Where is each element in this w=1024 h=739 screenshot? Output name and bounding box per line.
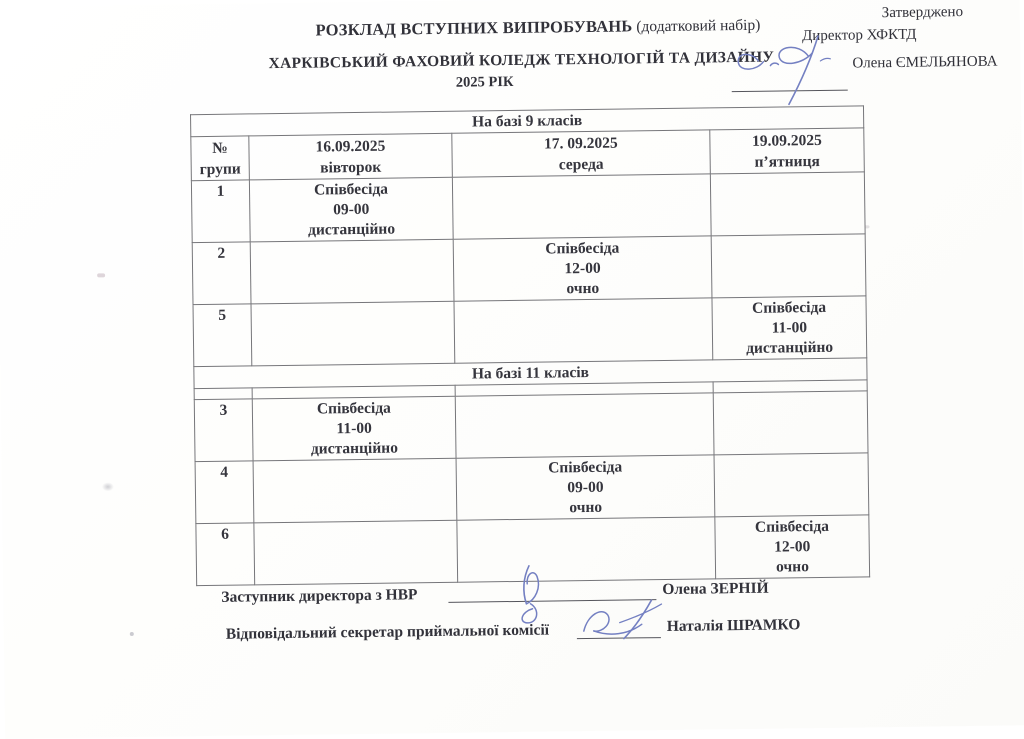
section-title-9: На базі 9 класів — [191, 106, 864, 137]
table-row — [195, 453, 869, 524]
schedule-cell — [254, 520, 458, 585]
approver-role: Директор ХФКТД — [801, 26, 917, 45]
schedule-cell: Співбесіда 11-00 дистанційно — [252, 396, 456, 461]
group-cell: 4 — [195, 461, 254, 524]
schedule-cell: Співбесіда 12-00 очно — [715, 515, 870, 579]
schedule-cell — [454, 298, 713, 363]
document-title: РОЗКЛАД ВСТУПНИХ ВИПРОБУВАНЬ — [315, 16, 633, 40]
schedule-cell — [710, 172, 865, 236]
schedule-cell: Співбесіда 09-00 очно — [456, 455, 715, 520]
document-title-note: (додатковий набір) — [632, 16, 761, 36]
schedule-cell — [251, 301, 455, 366]
year-label: 2025 РІК — [455, 73, 514, 91]
group-cell: 2 — [192, 242, 251, 305]
schedule-cell — [713, 391, 868, 455]
scan-speck — [130, 632, 134, 636]
table-row — [191, 172, 865, 243]
approver-name: Олена ЄМЕЛЬЯНОВА — [852, 53, 998, 72]
schedule-table — [190, 105, 870, 586]
col-header-day1: 16.09.2025 вівторок — [249, 133, 453, 180]
signoff-name: Олена ЗЕРНІЙ — [662, 579, 769, 599]
signoff-label: Заступник директора з НВР — [221, 586, 418, 606]
secretary-signature-ink — [575, 596, 676, 645]
schedule-cell: Співбесіда 09-00 дистанційно — [249, 177, 453, 242]
group-cell: 1 — [191, 180, 250, 243]
approved-label: Затверджено — [881, 4, 964, 22]
schedule-cell — [250, 239, 454, 304]
col-header-day2: 17. 09.2025 середа — [452, 130, 711, 177]
college-name: ХАРКІВСЬКИЙ ФАХОВИЙ КОЛЕДЖ ТЕХНОЛОГІЙ ТА ДИЗАЙНУ — [268, 48, 775, 73]
schedule-cell — [457, 517, 716, 582]
signoff-name: Наталія ШРАМКО — [666, 616, 801, 635]
table-row — [193, 296, 867, 367]
schedule-cell — [452, 174, 711, 239]
director-signature-ink — [732, 34, 853, 108]
group-cell: 3 — [194, 399, 253, 462]
col-header-group: № групи — [191, 136, 250, 181]
section-title-11: На базі 11 класів — [194, 358, 867, 389]
table-row — [192, 234, 866, 305]
schedule-cell: Співбесіда 12-00 очно — [453, 236, 712, 301]
scan-speck — [97, 273, 105, 277]
table-row — [194, 391, 868, 462]
scan-speck — [865, 225, 870, 228]
signoff-label: Відповідальний секретар приймальної комісії — [225, 621, 550, 643]
schedule-cell — [455, 393, 714, 458]
schedule-cell — [711, 234, 866, 298]
col-header-day3: 19.09.2025 п’ятниця — [710, 128, 865, 174]
schedule-cell: Співбесіда 11-00 дистанційно — [712, 296, 867, 360]
schedule-cell — [714, 453, 869, 517]
scan-speck — [102, 482, 114, 491]
group-cell: 6 — [196, 523, 255, 586]
group-cell: 5 — [193, 304, 252, 367]
schedule-cell — [253, 458, 457, 523]
